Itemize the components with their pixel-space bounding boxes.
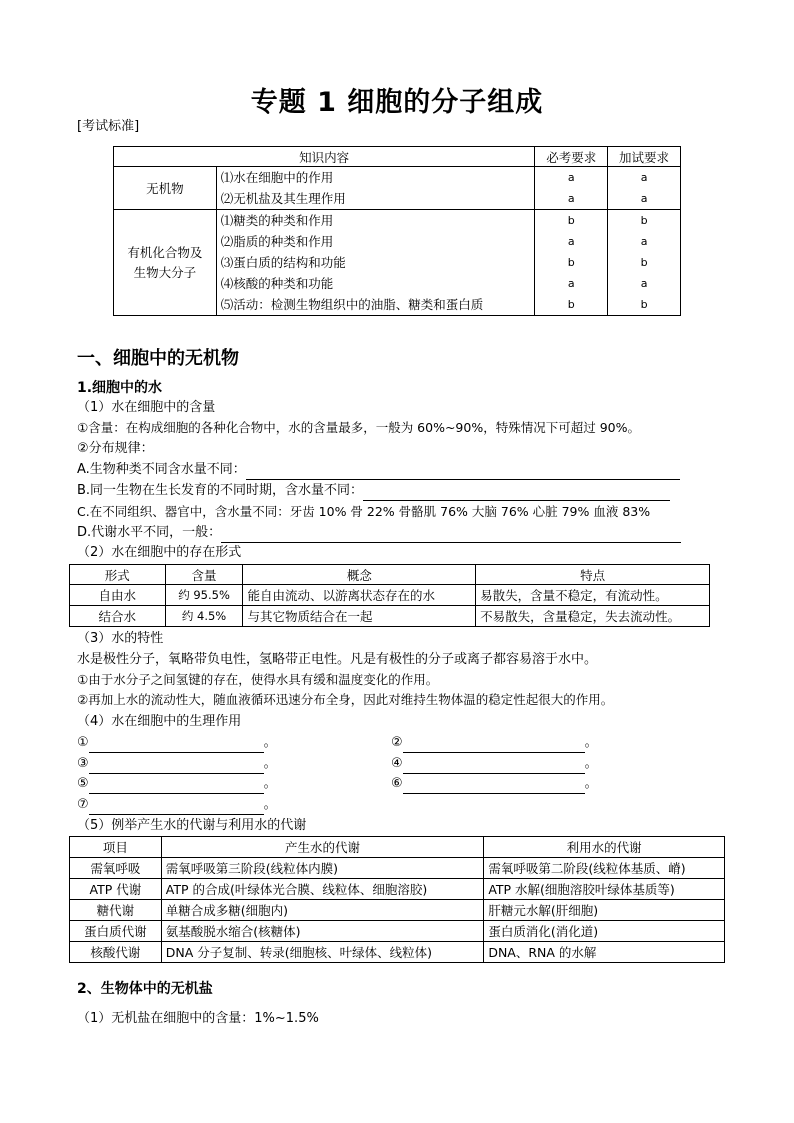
req-value: b xyxy=(567,256,575,269)
table-row xyxy=(70,585,710,606)
paragraph: （5）例举产生水的代谢与利用水的代谢 xyxy=(77,818,307,833)
table-row: ⑵脂质的种类和作用 xyxy=(220,234,334,249)
role-number: ① xyxy=(77,735,89,750)
table-row: ⑷核酸的种类和功能 xyxy=(220,276,334,291)
category-organic-line2: 生物大分子 xyxy=(133,264,197,280)
role-blank-6 xyxy=(391,774,598,794)
role-number: ③ xyxy=(77,756,89,771)
cell: 不易散失，含量稳定，失去流动性。 xyxy=(476,606,710,627)
req-value: a xyxy=(567,235,575,248)
extra-value: b xyxy=(640,214,648,227)
header-use: 利用水的代谢 xyxy=(484,837,725,858)
blank-end: 。 xyxy=(584,776,598,791)
fill-line-a xyxy=(77,460,680,480)
cell: 单糖合成多糖(细胞内) xyxy=(161,900,484,921)
answer-blank[interactable] xyxy=(403,758,585,774)
exam-standard-label: [考试标准] xyxy=(77,119,140,134)
cell: 自由水 xyxy=(70,585,166,606)
blank-end: 。 xyxy=(263,797,277,812)
blank-end: 。 xyxy=(263,735,277,750)
extra-value: b xyxy=(640,256,648,269)
header-extra: 加试要求 xyxy=(608,147,681,167)
extra-value: a xyxy=(640,235,648,248)
req-value: b xyxy=(567,298,575,311)
paragraph: （1）水在细胞中的含量 xyxy=(77,400,216,415)
page-title: 专题 1 细胞的分子组成 xyxy=(250,87,544,118)
water-metabolism-table xyxy=(69,836,725,963)
subsection-heading-water: 1.细胞中的水 xyxy=(77,380,163,396)
answer-blank[interactable] xyxy=(403,778,585,794)
header-required: 必考要求 xyxy=(535,147,608,167)
blank-end: 。 xyxy=(584,735,598,750)
req-value: a xyxy=(567,192,575,205)
fill-line-d xyxy=(77,523,681,543)
role-number: ⑦ xyxy=(77,797,89,812)
cell: ATP 水解(细胞溶胶叶绿体基质等) xyxy=(484,879,725,900)
header-form: 形式 xyxy=(70,565,166,585)
cell: DNA、RNA 的水解 xyxy=(484,942,725,963)
table-row xyxy=(70,879,725,900)
paragraph: （3）水的特性 xyxy=(77,631,164,646)
blank-end: 。 xyxy=(263,756,277,771)
answer-blank[interactable] xyxy=(403,737,585,753)
header-content: 知识内容 xyxy=(114,147,535,167)
role-blank-1 xyxy=(77,733,277,753)
table-row: ⑵无机盐及其生理作用 xyxy=(220,191,346,206)
answer-blank[interactable] xyxy=(89,799,264,815)
header-feature: 特点 xyxy=(476,565,710,585)
answer-blank[interactable] xyxy=(89,778,264,794)
cell: 核酸代谢 xyxy=(70,942,162,963)
role-blank-4 xyxy=(391,754,598,774)
answer-blank[interactable] xyxy=(246,464,680,480)
table-row: ⑴水在细胞中的作用 xyxy=(220,170,334,185)
cell: 需氧呼吸第三阶段(线粒体内膜) xyxy=(161,858,484,879)
fill-line-b xyxy=(77,481,670,501)
cell: DNA 分子复制、转录(细胞核、叶绿体、线粒体) xyxy=(161,942,484,963)
table-row xyxy=(70,942,725,963)
role-number: ⑤ xyxy=(77,776,89,791)
table-row: ⑶蛋白质的结构和功能 xyxy=(220,255,346,270)
cell: 氨基酸脱水缩合(核糖体) xyxy=(161,921,484,942)
extra-value: b xyxy=(640,298,648,311)
role-blank-2 xyxy=(391,733,598,753)
table-row xyxy=(70,921,725,942)
header-concept: 概念 xyxy=(243,565,476,585)
answer-blank[interactable] xyxy=(89,737,264,753)
table-row: ⑸活动：检测生物组织中的油脂、糖类和蛋白质 xyxy=(220,297,484,312)
cell: 蛋白质消化(消化道) xyxy=(484,921,725,942)
role-blank-3 xyxy=(77,754,277,774)
cell: 约 95.5% xyxy=(165,585,243,606)
fill-label: A.生物种类不同含水量不同： xyxy=(77,462,246,477)
req-value: a xyxy=(567,171,575,184)
category-inorganic: 无机物 xyxy=(114,167,217,210)
blank-end: 。 xyxy=(263,776,277,791)
fill-label: B.同一生物在生长发育的不同时期，含水量不同： xyxy=(77,483,364,498)
role-number: ② xyxy=(391,735,403,750)
extra-value: a xyxy=(640,277,648,290)
cell: 结合水 xyxy=(70,606,166,627)
cell: 需氧呼吸第二阶段(线粒体基质、嵴) xyxy=(484,858,725,879)
category-organic-line1: 有机化合物及 xyxy=(127,244,203,260)
table-row xyxy=(70,858,725,879)
paragraph: （4）水在细胞中的生理作用 xyxy=(77,714,242,729)
cell: 需氧呼吸 xyxy=(70,858,162,879)
paragraph: ①含量：在构成细胞的各种化合物中，水的含量最多，一般为 60%~90%，特殊情况下可超过 90%。 xyxy=(77,420,640,435)
paragraph: 水是极性分子，氧略带负电性，氢略带正电性。凡是有极性的分子或离子都容易溶于水中。 xyxy=(77,652,598,667)
extra-value: a xyxy=(640,192,648,205)
cell: 易散失，含量不稳定，有流动性。 xyxy=(476,585,710,606)
header-item: 项目 xyxy=(70,837,162,858)
answer-blank[interactable] xyxy=(221,527,681,543)
paragraph: ②分布规律： xyxy=(77,441,154,456)
cell: 能自由流动、以游离状态存在的水 xyxy=(243,585,476,606)
table-row xyxy=(70,606,710,627)
cell: 肝糖元水解(肝细胞) xyxy=(484,900,725,921)
fill-label: D.代谢水平不同，一般： xyxy=(77,525,222,540)
req-value: b xyxy=(567,214,575,227)
req-value: a xyxy=(567,277,575,290)
subsection-heading-salt: 2、生物体中的无机盐 xyxy=(77,981,213,997)
role-number: ④ xyxy=(391,756,403,771)
cell: ATP 代谢 xyxy=(70,879,162,900)
table-row: ⑴糖类的种类和作用 xyxy=(220,213,334,228)
answer-blank[interactable] xyxy=(363,485,670,501)
role-blank-7 xyxy=(77,795,277,815)
cell: 糖代谢 xyxy=(70,900,162,921)
role-number: ⑥ xyxy=(391,776,403,791)
table-row xyxy=(70,900,725,921)
water-forms-table xyxy=(69,564,710,627)
extra-value: a xyxy=(640,171,648,184)
header-produce: 产生水的代谢 xyxy=(161,837,484,858)
role-blank-5 xyxy=(77,774,277,794)
paragraph: C.在不同组织、器官中，含水量不同：牙齿 10% 骨 22% 骨骼肌 76% 大脑 76% 心脏 79% 血液 83% xyxy=(77,504,651,519)
paragraph: ②再加上水的流动性大，随血液循环迅速分布全身，因此对维持生物体温的稳定性起很大的作用。 xyxy=(77,692,614,707)
header-amount: 含量 xyxy=(165,565,243,585)
answer-blank[interactable] xyxy=(89,758,264,774)
cell: 约 4.5% xyxy=(165,606,243,627)
section-heading: 一、细胞中的无机物 xyxy=(77,348,239,369)
cell: 蛋白质代谢 xyxy=(70,921,162,942)
paragraph: （2）水在细胞中的存在形式 xyxy=(77,545,242,560)
paragraph: （1）无机盐在细胞中的含量：1%~1.5% xyxy=(77,1011,319,1026)
exam-standard-table xyxy=(113,146,681,316)
cell: 与其它物质结合在一起 xyxy=(243,606,476,627)
paragraph: ①由于水分子之间氢键的存在，使得水具有缓和温度变化的作用。 xyxy=(77,672,439,687)
blank-end: 。 xyxy=(584,756,598,771)
cell: ATP 的合成(叶绿体光合膜、线粒体、细胞溶胶) xyxy=(161,879,484,900)
